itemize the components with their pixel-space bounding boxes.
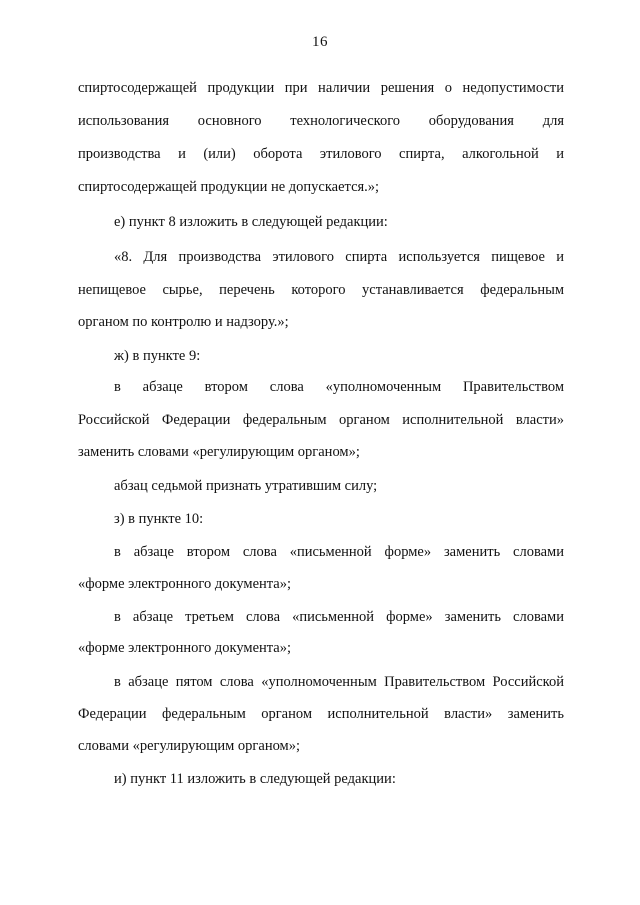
text-line: спиртосодержащей продукции при наличии решения о недопустимости [78,80,564,96]
text-line: «8. Для производства этилового спирта используется пищевое и [114,249,564,265]
text-line: «форме электронного документа»; [78,576,292,592]
text-line: Федерации федеральным органом исполнительной власти» заменить [78,706,564,722]
text-line: спиртосодержащей продукции не допускается.»; [78,179,380,195]
text-line: непищевое сырье, перечень которого устанавливается федеральным [78,282,564,298]
text-line: в абзаце втором слова «письменной форме» заменить словами [114,544,564,560]
text-line: в абзаце пятом слова «уполномоченным Правительством Российской [114,674,564,690]
text-line: в абзаце третьем слова «письменной форме» заменить словами [114,609,564,625]
text-line: ж) в пункте 9: [114,348,201,364]
text-line: в абзаце втором слова «уполномоченным Правительством [114,379,564,395]
text-line: словами «регулирующим органом»; [78,738,301,754]
text-line: е) пункт 8 изложить в следующей редакции: [114,214,388,230]
text-line: производства и (или) оборота этилового спирта, алкогольной и [78,146,564,162]
text-line: абзац седьмой признать утратившим силу; [114,478,378,494]
text-line: и) пункт 11 изложить в следующей редакции: [114,771,396,787]
text-line: органом по контролю и надзору.»; [78,314,289,330]
text-line: Российской Федерации федеральным органом исполнительной власти» [78,412,564,428]
text-line: использования основного технологического оборудования для [78,113,564,129]
page-number: 16 [312,34,328,50]
text-line: заменить словами «регулирующим органом»; [78,444,360,460]
text-line: з) в пункте 10: [114,511,204,527]
text-line: «форме электронного документа»; [78,640,292,656]
